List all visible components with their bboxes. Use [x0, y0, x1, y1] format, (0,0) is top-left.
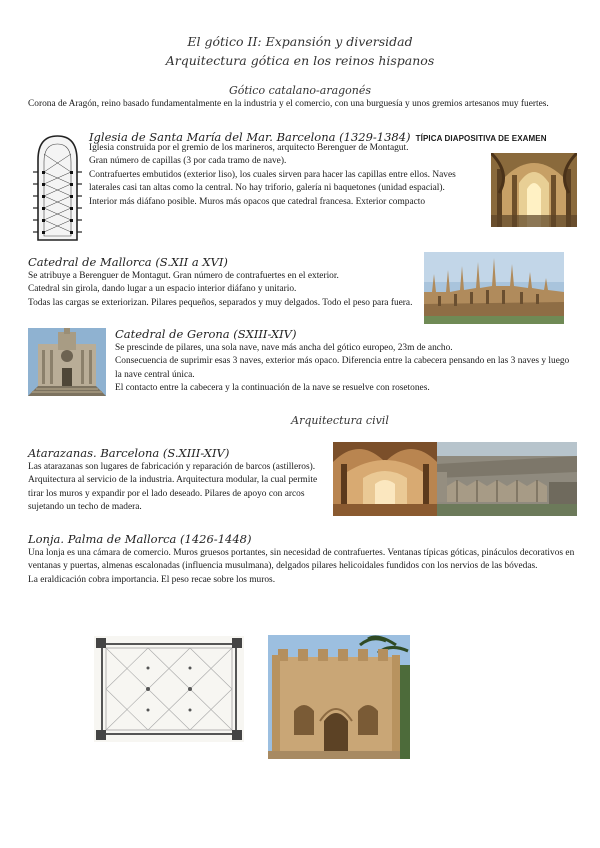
lonja-floorplan: [94, 636, 244, 742]
mallorca-line: Se atribuye a Berenguer de Montagut. Gran número de contrafuertes en el exterior.: [28, 271, 339, 281]
lonja-paragraph: Una lonja es una cámara de comercio. Muros gruesos portantes, sin necesidad de contrafuertes. Ventanas típicas góticas, pináculos decorativos en ventanas y puertas, almenas escalonadas (influencia musulmana), delgados pilares helicoidales fundidos con los nervios de las bóvedas.: [28, 548, 575, 572]
mallorca-line: Catedral sin girola, dando lugar a un espacio interior diáfano y unitario.: [28, 284, 297, 295]
atarazanas-interior-photo: [333, 442, 437, 516]
atarazanas-aerial-photo: [437, 442, 577, 516]
section-heading-civil: Arquitectura civil: [291, 414, 389, 427]
santa-maria-interior-photo: [491, 153, 577, 227]
gerona-line: El contacto entre la cabecera y la continuación de la nave se resuelve con rosetones.: [115, 383, 430, 394]
page-title: El gótico II: Expansión y diversidad: [187, 34, 413, 49]
lonja-text: [28, 547, 576, 587]
lonja-heading: Lonja. Palma de Mallorca (1426-1448): [28, 532, 252, 546]
santa-maria-floorplan: [30, 132, 85, 244]
gerona-cathedral-photo: [28, 328, 106, 396]
catalan-intro: Corona de Aragón, reino basado fundamentalmente en la industria y el comercio, con una burguesía y unos gremios artesanos muy fuertes.: [28, 99, 549, 109]
santa-maria-line: Interior más diáfano posible. Muros más opacos que catedral francesa. Exterior compacto: [89, 196, 426, 207]
exam-slide-tag: TÍPICA DIAPOSITIVA DE EXAMEN: [415, 134, 547, 143]
atarazanas-heading: Atarazanas. Barcelona (S.XIII-XIV): [28, 446, 230, 460]
mallorca-heading: Catedral de Mallorca (S.XII a XVI): [28, 255, 228, 269]
lonja-facade-photo: [268, 635, 410, 759]
gerona-line: Consecuencia de suprimir esas 3 naves, exterior más opaco. Diferencia entre la cabecera pensando en las 3 naves y luego la nave central única.: [115, 356, 570, 380]
gerona-line: Se prescinde de pilares, una sola nave, nave más ancha del gótico europeo, 23m de ancho.: [115, 343, 453, 353]
mallorca-cathedral-photo: [424, 252, 564, 324]
section-heading-catalan: Gótico catalano-aragonés: [228, 84, 372, 97]
gerona-heading: Catedral de Gerona (SXIII-XIV): [115, 327, 297, 341]
gerona-text: [115, 342, 575, 396]
santa-maria-text: [89, 142, 475, 209]
santa-maria-heading: Iglesia de Santa María del Mar. Barcelona (1329-1384): [89, 130, 411, 144]
lonja-paragraph: La eraldicación cobra importancia. El peso recae sobre los muros.: [28, 574, 276, 585]
atarazanas-text: Las atarazanas son lugares de fabricación y reparación de barcos (astilleros). Arquitectura al servicio de la industria. Arquitectura modular, la cual permite tirar los muros y expandir por el lado deseado. Pilares de apoyo con arcos sujetando un techo de madera.: [28, 462, 318, 513]
santa-maria-line: Gran número de capillas (3 por cada tramo de nave).: [89, 156, 287, 167]
mallorca-text: [28, 270, 416, 310]
page-subtitle: Arquitectura gótica en los reinos hispanos: [165, 53, 435, 68]
santa-maria-line: Contrafuertes embutidos (exterior liso), los cuales sirven para hacer las capillas entre ellos. Naves laterales casi tan altas como la central. No hay triforio, galería ni baquetones (unidad espacial).: [89, 169, 456, 194]
santa-maria-line: Iglesia construida por el gremio de los marineros, arquitecto Berenguer de Montagut.: [89, 143, 409, 153]
mallorca-line: Todas las cargas se exteriorizan. Pilares pequeños, separados y muy delgados. Todo el peso para fuera.: [28, 297, 413, 308]
